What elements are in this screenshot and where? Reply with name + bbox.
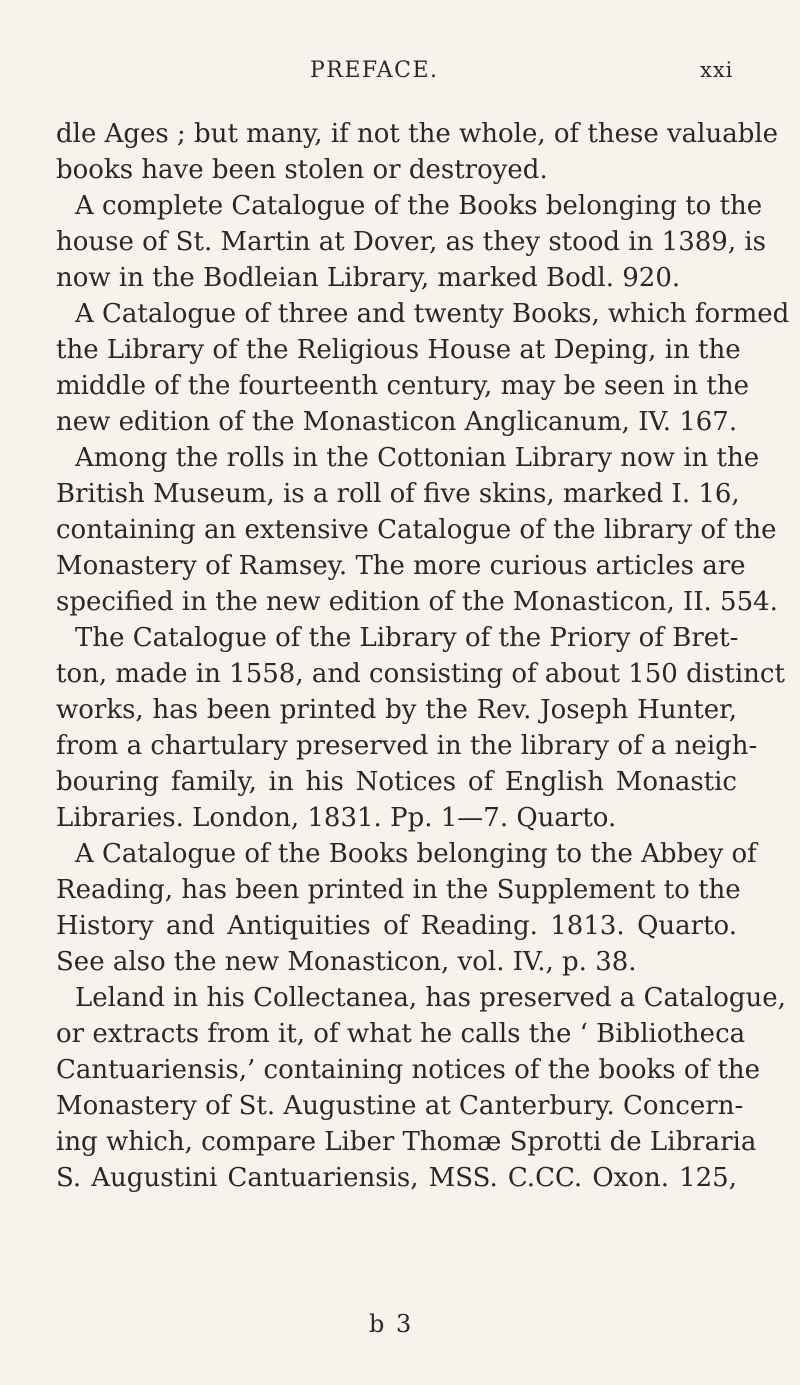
page-number: xxi (700, 58, 734, 82)
text-line: The Catalogue of the Library of the Priory of Bret- (75, 623, 739, 653)
text-line: now in the Bodleian Library, marked Bodl. 920. (56, 263, 681, 293)
text-line: Libraries. London, 1831. Pp. 1—7. Quarto. (56, 803, 617, 833)
text-line: or extracts from it, of what he calls the ‘ Bibliotheca (56, 1019, 746, 1049)
text-line: bouring family, in his Notices of English Monastic (56, 767, 737, 797)
text-line: Cantuariensis,’ containing notices of the books of the (56, 1055, 760, 1085)
text-line: ton, made in 1558, and consisting of about 150 distinct (56, 659, 785, 689)
text-line: A complete Catalogue of the Books belonging to the (75, 191, 763, 221)
text-line: the Library of the Religious House at Deping, in the (56, 335, 741, 365)
text-line: ing which, compare Liber Thomæ Sprotti de Libraria (56, 1127, 757, 1157)
text-line: containing an extensive Catalogue of the library of the (56, 515, 777, 545)
text-line: books have been stolen or destroyed. (56, 155, 548, 185)
text-line: Among the rolls in the Cottonian Library now in the (75, 443, 760, 473)
text-line: dle Ages ; but many, if not the whole, of these valuable (56, 119, 779, 149)
text-line: See also the new Monasticon, vol. IV., p. 38. (56, 947, 637, 977)
text-line: A Catalogue of three and twenty Books, which formed (75, 299, 790, 329)
text-line: from a chartulary preserved in the library of a neigh- (56, 731, 758, 761)
signature-mark: b 3 (369, 1310, 414, 1338)
running-title: PREFACE. (310, 58, 439, 83)
text-line: Reading, has been printed in the Supplement to the (56, 875, 741, 905)
text-line: S. Augustini Cantuariensis, MSS. C.CC. Oxon. 125, (56, 1163, 737, 1193)
running-head (0, 58, 800, 98)
text-line: house of St. Martin at Dover, as they stood in 1389, is (56, 227, 767, 257)
text-line: History and Antiquities of Reading. 1813. Quarto. (56, 911, 737, 941)
text-line: Leland in his Collectanea, has preserved a Catalogue, (75, 983, 786, 1013)
text-line: new edition of the Monasticon Anglicanum, IV. 167. (56, 407, 738, 437)
text-line: specified in the new edition of the Monasticon, II. 554. (56, 587, 778, 617)
text-line: Monastery of Ramsey. The more curious articles are (56, 551, 746, 581)
text-line: A Catalogue of the Books belonging to the Abbey of (75, 839, 757, 869)
text-line: Monastery of St. Augustine at Canterbury. Concern- (56, 1091, 744, 1121)
text-line: works, has been printed by the Rev. Joseph Hunter, (56, 695, 737, 725)
text-line: British Museum, is a roll of five skins, marked I. 16, (56, 479, 740, 509)
text-line: middle of the fourteenth century, may be seen in the (56, 371, 749, 401)
